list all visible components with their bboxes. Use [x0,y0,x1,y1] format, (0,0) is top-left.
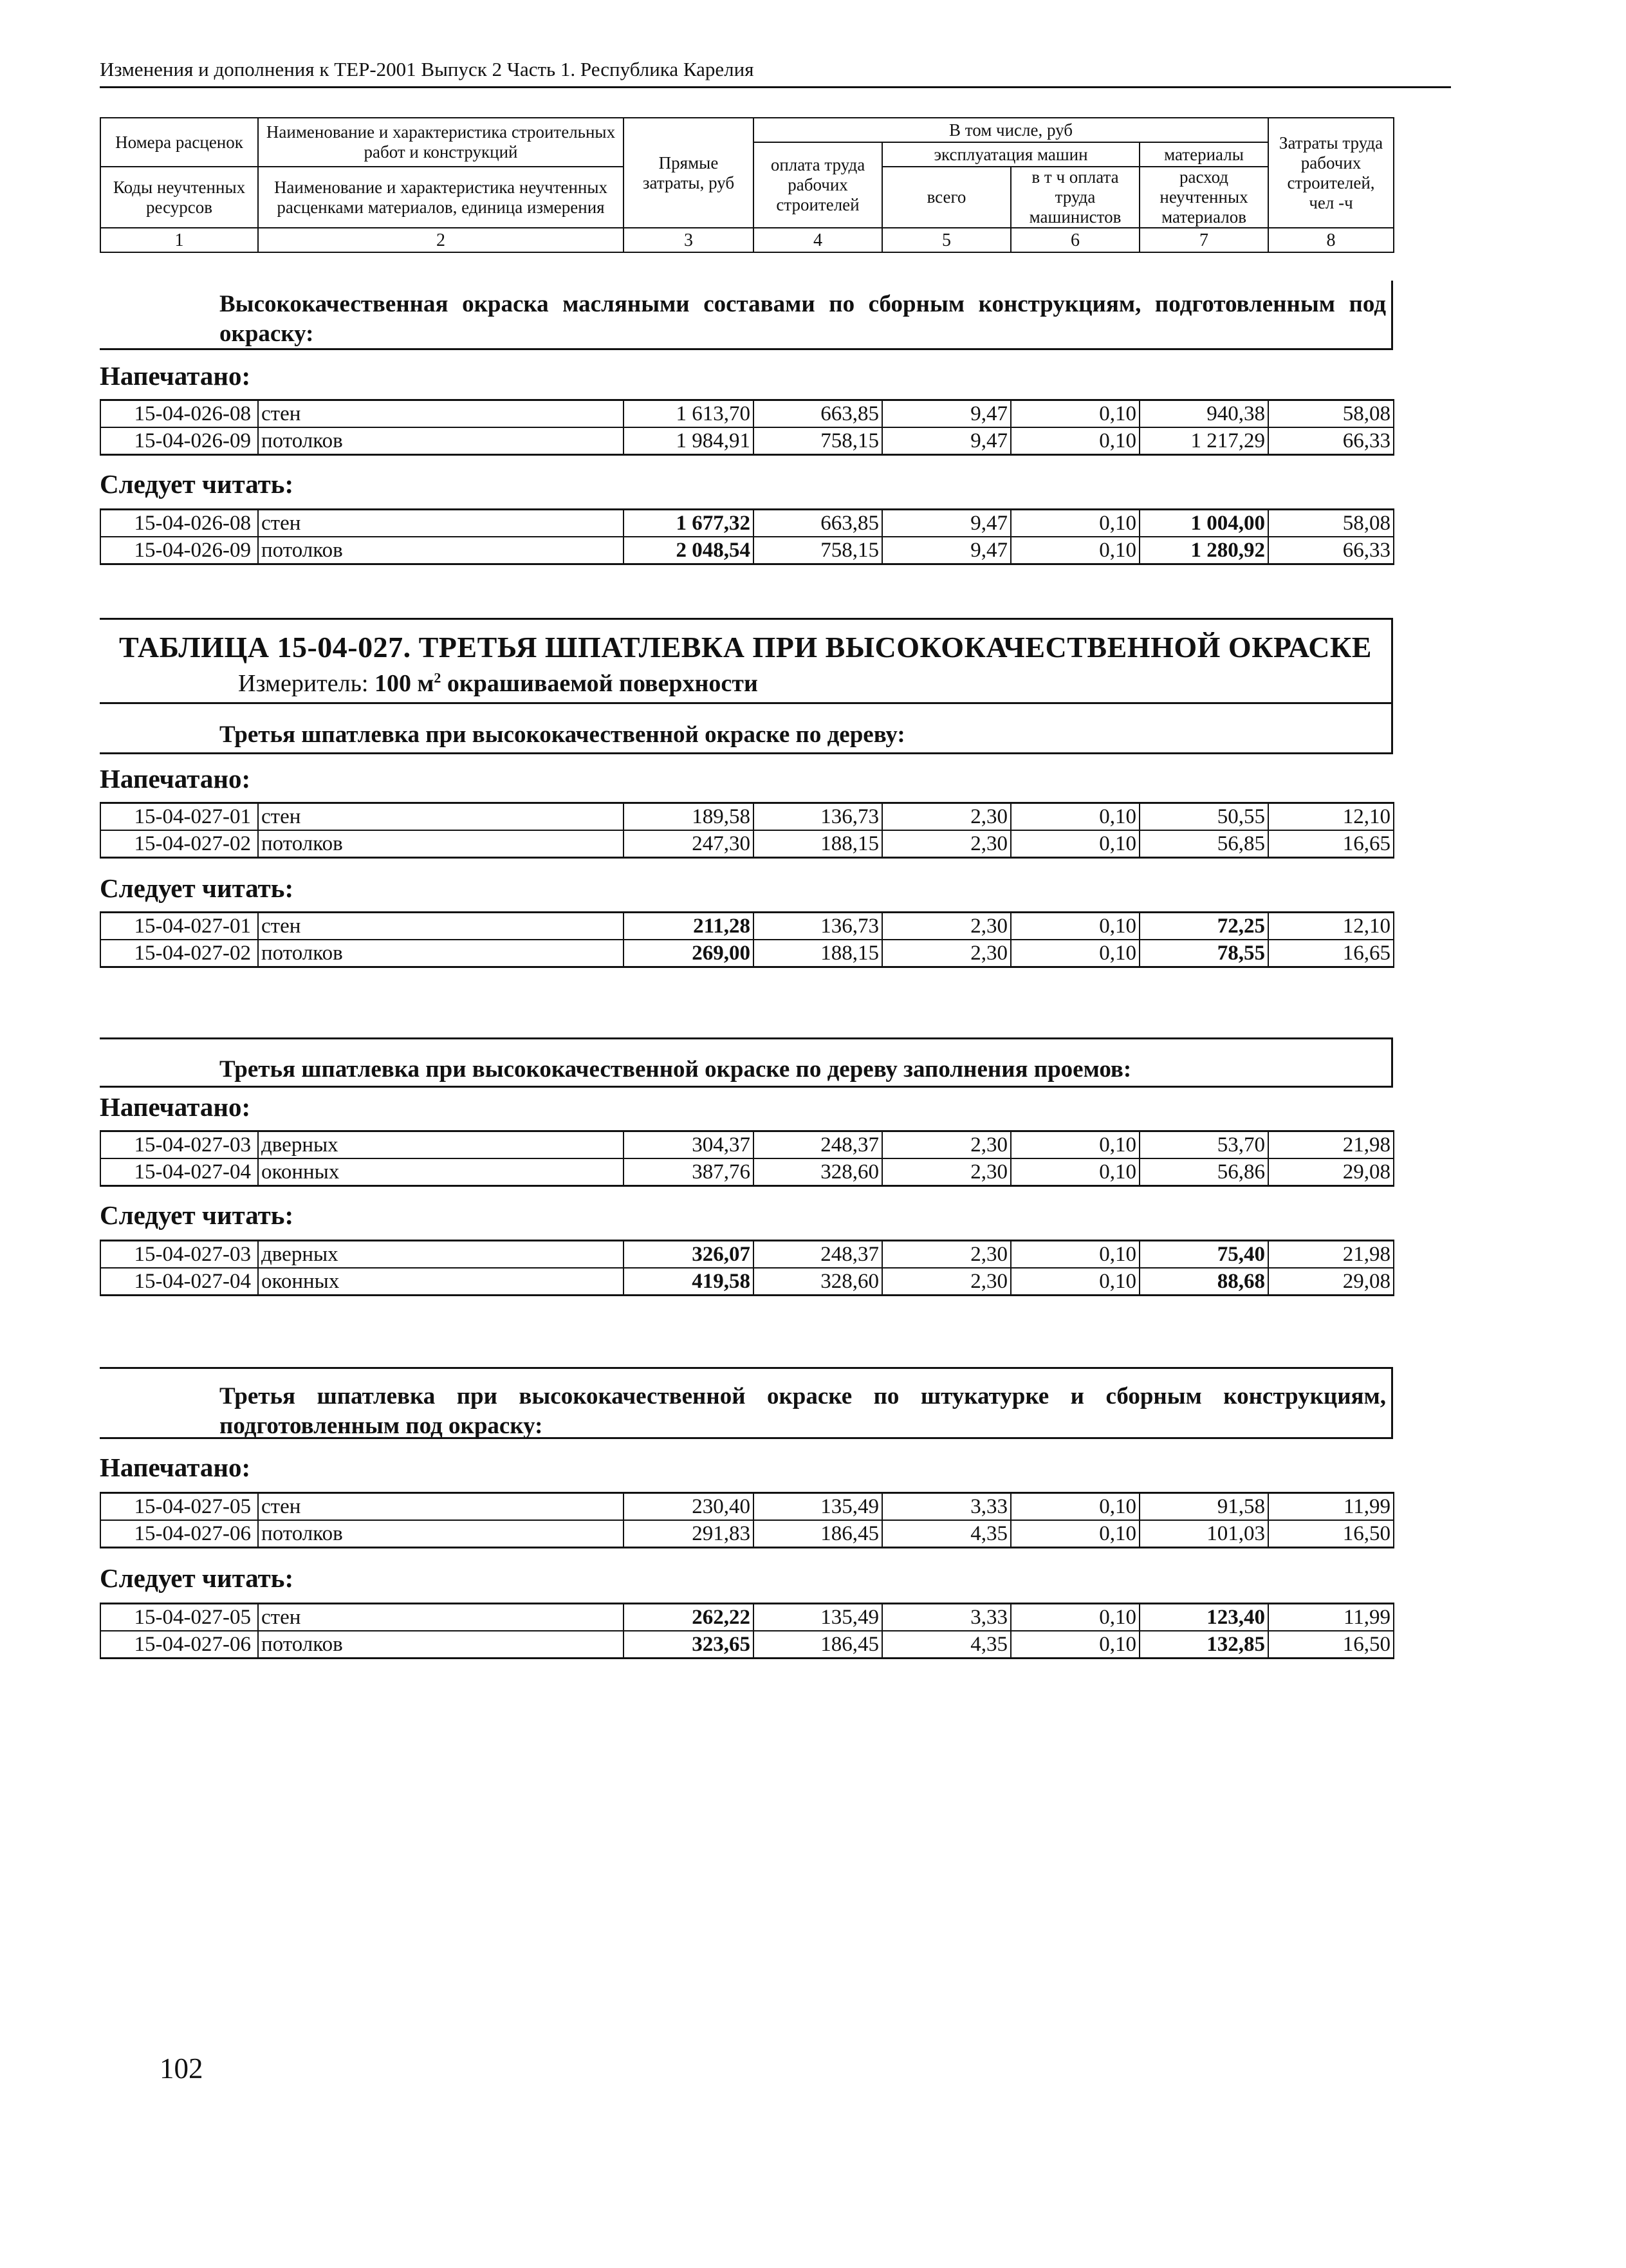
table-row [100,537,1394,564]
code-cell: 15-04-026-09 [100,537,258,564]
labor-hours-cell: 66,33 [1268,537,1394,564]
labor-hours-cell: 11,99 [1268,1493,1394,1521]
table-row [100,830,1394,858]
code-cell: 15-04-027-05 [100,1604,258,1631]
labor-hours-cell: 12,10 [1268,913,1394,940]
col-number: 4 [753,228,882,252]
direct-cost-cell: 2 048,54 [624,537,753,564]
col-number: 1 [100,228,258,252]
machines-cell: 2,30 [882,1158,1011,1186]
code-cell: 15-04-027-03 [100,1241,258,1269]
col-number: 7 [1140,228,1268,252]
labor-pay-cell: 136,73 [753,913,882,940]
name-cell: дверных [258,1241,624,1269]
machines-cell: 4,35 [882,1520,1011,1548]
table-row [100,1158,1394,1186]
table-row [100,1493,1394,1521]
read-as-label: Следует читать: [100,469,294,499]
operators-pay-cell: 0,10 [1011,1268,1140,1296]
unit-suffix: окрашиваемой поверхности [441,670,758,697]
col1-bottom-header: Коды неучтенных ресурсов [100,167,258,228]
col8-header: Затраты труда рабочих строителей, чел -ч [1268,118,1394,228]
machines-cell: 3,33 [882,1493,1011,1521]
labor-pay-cell: 328,60 [753,1268,882,1296]
operators-pay-cell: 0,10 [1011,427,1140,455]
read-as-label: Следует читать: [100,1563,294,1593]
printed-table [100,802,1394,859]
materials-cell: 123,40 [1140,1604,1268,1631]
col3-header: Прямые затраты, руб [624,118,753,228]
code-cell: 15-04-027-03 [100,1131,258,1159]
page-number: 102 [160,2052,203,2085]
col-number: 3 [624,228,753,252]
table-row [100,803,1394,831]
printed-label: Напечатано: [100,1092,251,1122]
operators-pay-cell: 0,10 [1011,803,1140,831]
labor-hours-cell: 16,50 [1268,1631,1394,1659]
machines-cell: 2,30 [882,1241,1011,1269]
labor-hours-cell: 12,10 [1268,803,1394,831]
operators-pay-cell: 0,10 [1011,1131,1140,1159]
table-heading [100,618,1393,754]
materials-cell: 91,58 [1140,1493,1268,1521]
code-cell: 15-04-026-08 [100,510,258,537]
section-box [100,1037,1393,1088]
name-cell: потолков [258,830,624,858]
materials-cell: 1 004,00 [1140,510,1268,537]
col-number: 2 [258,228,624,252]
machines-cell: 2,30 [882,830,1011,858]
name-cell: стен [258,913,624,940]
read-as-table [100,508,1394,565]
code-cell: 15-04-027-06 [100,1520,258,1548]
direct-cost-cell: 304,37 [624,1131,753,1159]
code-cell: 15-04-027-01 [100,803,258,831]
col6-header: в т ч оплата труда машинистов [1011,167,1140,228]
table-row [100,940,1394,967]
name-cell: стен [258,1493,624,1521]
including-header: В том числе, руб [753,118,1268,142]
materials-cell: 50,55 [1140,803,1268,831]
machines-cell: 2,30 [882,1268,1011,1296]
labor-pay-cell: 188,15 [753,830,882,858]
labor-pay-cell: 186,45 [753,1520,882,1548]
section-box [100,281,1393,350]
labor-pay-cell: 663,85 [753,400,882,428]
labor-pay-cell: 135,49 [753,1493,882,1521]
operators-pay-cell: 0,10 [1011,1604,1140,1631]
operators-pay-cell: 0,10 [1011,1631,1140,1659]
labor-pay-cell: 135,49 [753,1604,882,1631]
materials-cell: 88,68 [1140,1268,1268,1296]
unit-superscript: 2 [434,669,441,686]
labor-hours-cell: 29,08 [1268,1268,1394,1296]
section-title: Третья шпатлевка при высококачественной окраске по дереву заполнения проемов: [219,1056,1132,1083]
materials-cell: 72,25 [1140,913,1268,940]
labor-pay-cell: 758,15 [753,537,882,564]
section-title: Высококачественная окраска масляными составами по сборным конструкциям, подготовленным под окраску: [219,291,1386,347]
code-cell: 15-04-026-09 [100,427,258,455]
table-row [100,510,1394,537]
labor-pay-cell: 248,37 [753,1131,882,1159]
table-title: ТАБЛИЦА 15-04-027. ТРЕТЬЯ ШПАТЛЕВКА ПРИ ВЫСОКОКАЧЕСТВЕННОЙ ОКРАСКЕ [119,631,1372,664]
name-cell: дверных [258,1131,624,1159]
printed-label: Напечатано: [100,764,251,794]
labor-pay-cell: 136,73 [753,803,882,831]
labor-hours-cell: 66,33 [1268,427,1394,455]
section-box [100,1367,1393,1439]
machines-cell: 2,30 [882,803,1011,831]
table-row [100,1241,1394,1269]
read-as-table [100,911,1394,968]
materials-cell: 940,38 [1140,400,1268,428]
labor-hours-cell: 29,08 [1268,1158,1394,1186]
name-cell: стен [258,400,624,428]
machines-cell: 2,30 [882,940,1011,967]
machines-cell: 9,47 [882,537,1011,564]
materials-cell: 101,03 [1140,1520,1268,1548]
name-cell: стен [258,803,624,831]
col-number: 6 [1011,228,1140,252]
code-cell: 15-04-026-08 [100,400,258,428]
machines-cell: 9,47 [882,510,1011,537]
materials-cell: 56,86 [1140,1158,1268,1186]
machines-cell: 9,47 [882,427,1011,455]
machines-cell: 2,30 [882,913,1011,940]
materials-cell: 1 217,29 [1140,427,1268,455]
read-as-label: Следует читать: [100,1200,294,1230]
direct-cost-cell: 269,00 [624,940,753,967]
col-number: 8 [1268,228,1394,252]
unit-prefix: Измеритель: [238,670,374,697]
printed-table [100,399,1394,456]
col5-header: всего [882,167,1011,228]
name-cell: потолков [258,1520,624,1548]
labor-hours-cell: 21,98 [1268,1131,1394,1159]
name-cell: оконных [258,1158,624,1186]
operators-pay-cell: 0,10 [1011,913,1140,940]
direct-cost-cell: 189,58 [624,803,753,831]
code-cell: 15-04-027-06 [100,1631,258,1659]
section-title: Третья шпатлевка при высококачественной окраске по штукатурке и сборным конструкциям, подготовленным под окраску: [219,1383,1386,1439]
labor-hours-cell: 16,65 [1268,830,1394,858]
operators-pay-cell: 0,10 [1011,537,1140,564]
name-cell: потолков [258,537,624,564]
labor-pay-cell: 248,37 [753,1241,882,1269]
operators-pay-cell: 0,10 [1011,1493,1140,1521]
name-cell: стен [258,1604,624,1631]
machines-cell: 9,47 [882,400,1011,428]
materials-cell: 78,55 [1140,940,1268,967]
table-row [100,913,1394,940]
direct-cost-cell: 326,07 [624,1241,753,1269]
table-row [100,400,1394,428]
operators-pay-cell: 0,10 [1011,510,1140,537]
section-title: Третья шпатлевка при высококачественной окраске по дереву: [219,721,905,748]
direct-cost-cell: 291,83 [624,1520,753,1548]
name-cell: потолков [258,1631,624,1659]
labor-hours-cell: 16,65 [1268,940,1394,967]
direct-cost-cell: 323,65 [624,1631,753,1659]
direct-cost-cell: 211,28 [624,913,753,940]
name-cell: стен [258,510,624,537]
page-header: Изменения и дополнения к ТЕР-2001 Выпуск 2 Часть 1. Республика Карелия [100,58,1451,88]
table-row [100,1268,1394,1296]
name-cell: потолков [258,940,624,967]
labor-pay-cell: 758,15 [753,427,882,455]
col4-header: оплата труда рабочих строителей [753,142,882,228]
labor-hours-cell: 58,08 [1268,510,1394,537]
table-row [100,1520,1394,1548]
read-as-table [100,1240,1394,1296]
col2-bottom-header: Наименование и характеристика неучтенных расценками материалов, единица измерения [258,167,624,228]
labor-hours-cell: 16,50 [1268,1520,1394,1548]
labor-pay-cell: 328,60 [753,1158,882,1186]
printed-table [100,1130,1394,1187]
operators-pay-cell: 0,10 [1011,1158,1140,1186]
machines-cell: 2,30 [882,1131,1011,1159]
materials-cell: 132,85 [1140,1631,1268,1659]
read-as-label: Следует читать: [100,873,294,903]
name-cell: потолков [258,427,624,455]
code-cell: 15-04-027-01 [100,913,258,940]
direct-cost-cell: 230,40 [624,1493,753,1521]
code-cell: 15-04-027-04 [100,1268,258,1296]
column-header-table [100,117,1394,253]
operators-pay-cell: 0,10 [1011,1241,1140,1269]
direct-cost-cell: 1 613,70 [624,400,753,428]
machines-header: эксплуатация машин [882,142,1140,167]
direct-cost-cell: 419,58 [624,1268,753,1296]
operators-pay-cell: 0,10 [1011,830,1140,858]
code-cell: 15-04-027-04 [100,1158,258,1186]
direct-cost-cell: 262,22 [624,1604,753,1631]
heading-divider [100,702,1391,704]
machines-cell: 4,35 [882,1631,1011,1659]
labor-pay-cell: 186,45 [753,1631,882,1659]
operators-pay-cell: 0,10 [1011,400,1140,428]
materials-cell: 75,40 [1140,1241,1268,1269]
table-row [100,1604,1394,1631]
table-row [100,1631,1394,1659]
machines-cell: 3,33 [882,1604,1011,1631]
col1-top-header: Номера расценок [100,118,258,167]
materials-cell: 53,70 [1140,1131,1268,1159]
col-number: 5 [882,228,1011,252]
read-as-table [100,1603,1394,1659]
printed-table [100,1492,1394,1548]
materials-header: материалы [1140,142,1268,167]
direct-cost-cell: 247,30 [624,830,753,858]
code-cell: 15-04-027-02 [100,830,258,858]
materials-cell: 56,85 [1140,830,1268,858]
table-row [100,427,1394,455]
col7-header: расход неучтенных материалов [1140,167,1268,228]
labor-pay-cell: 663,85 [753,510,882,537]
name-cell: оконных [258,1268,624,1296]
table-unit [238,669,1391,698]
operators-pay-cell: 0,10 [1011,940,1140,967]
labor-hours-cell: 11,99 [1268,1604,1394,1631]
table-row [100,1131,1394,1159]
direct-cost-cell: 387,76 [624,1158,753,1186]
code-cell: 15-04-027-05 [100,1493,258,1521]
code-cell: 15-04-027-02 [100,940,258,967]
labor-hours-cell: 21,98 [1268,1241,1394,1269]
direct-cost-cell: 1 984,91 [624,427,753,455]
printed-label: Напечатано: [100,361,251,391]
direct-cost-cell: 1 677,32 [624,510,753,537]
labor-pay-cell: 188,15 [753,940,882,967]
materials-cell: 1 280,92 [1140,537,1268,564]
unit-value: 100 м [374,670,434,697]
col2-top-header: Наименование и характеристика строительных работ и конструкций [258,118,624,167]
labor-hours-cell: 58,08 [1268,400,1394,428]
operators-pay-cell: 0,10 [1011,1520,1140,1548]
printed-label: Напечатано: [100,1453,251,1482]
